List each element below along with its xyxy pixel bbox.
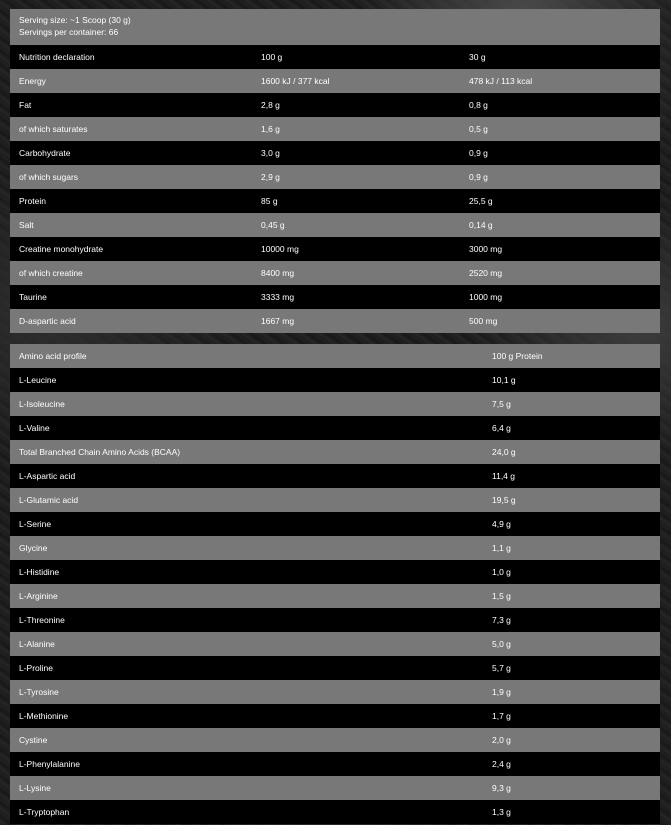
row-value: 2,4 g	[492, 759, 511, 769]
row-label: L-Phenylalanine	[19, 759, 80, 769]
amino-acid-table	[10, 344, 660, 824]
serving-info	[10, 9, 660, 45]
table-row	[10, 117, 660, 141]
row-label: L-Serine	[19, 519, 52, 529]
table-row	[10, 704, 660, 728]
row-value: 25,5 g	[469, 196, 493, 206]
table-row	[10, 512, 660, 536]
amino-header-value: 100 g Protein	[492, 351, 543, 361]
row-value: 1,3 g	[492, 807, 511, 817]
table-row	[10, 309, 660, 333]
row-value: 0,9 g	[469, 148, 488, 158]
row-value: 1,0 g	[492, 567, 511, 577]
row-value: 11,4 g	[492, 471, 516, 481]
table-row	[10, 536, 660, 560]
row-value: 1000 mg	[469, 292, 503, 302]
row-value: 1,9 g	[492, 687, 511, 697]
row-label: L-Histidine	[19, 567, 60, 577]
row-value: 2,8 g	[261, 100, 280, 110]
row-value: 5,7 g	[492, 663, 511, 673]
row-value: 0,14 g	[469, 220, 493, 230]
row-value: 1600 kJ / 377 kcal	[261, 76, 330, 86]
table-row	[10, 584, 660, 608]
row-label: L-Isoleucine	[19, 399, 65, 409]
row-label: L-Aspartic acid	[19, 471, 76, 481]
row-label: of which saturates	[19, 124, 88, 134]
table-row	[10, 776, 660, 800]
row-value: 1667 mg	[261, 316, 295, 326]
row-value: 0,9 g	[469, 172, 488, 182]
row-value: 0,5 g	[469, 124, 488, 134]
table-row	[10, 213, 660, 237]
row-label: Fat	[19, 100, 32, 110]
row-label: Glycine	[19, 543, 48, 553]
table-row	[10, 93, 660, 117]
table-row	[10, 392, 660, 416]
nutrition-header-serving: 30 g	[469, 52, 486, 62]
table-row	[10, 680, 660, 704]
row-value: 3,0 g	[261, 148, 280, 158]
amino-header-label: Amino acid profile	[19, 351, 87, 361]
row-value: 3333 mg	[261, 292, 295, 302]
table-row	[10, 728, 660, 752]
table-row	[10, 752, 660, 776]
nutrition-header-100g: 100 g	[261, 52, 283, 62]
row-value: 85 g	[261, 196, 278, 206]
table-row	[10, 560, 660, 584]
row-label: L-Arginine	[19, 591, 58, 601]
row-label: D-aspartic acid	[19, 316, 76, 326]
table-row	[10, 368, 660, 392]
row-label: Total Branched Chain Amino Acids (BCAA)	[19, 447, 181, 457]
row-label: L-Leucine	[19, 375, 57, 385]
row-value: 8400 mg	[261, 268, 295, 278]
table-row	[10, 608, 660, 632]
row-label: Protein	[19, 196, 46, 206]
row-value: 2,9 g	[261, 172, 280, 182]
table-row	[10, 261, 660, 285]
table-row	[10, 656, 660, 680]
amino-header-row	[10, 344, 660, 368]
row-value: 4,9 g	[492, 519, 511, 529]
table-row	[10, 464, 660, 488]
row-value: 3000 mg	[469, 244, 503, 254]
row-value: 7,3 g	[492, 615, 511, 625]
row-label: L-Tryptophan	[19, 807, 70, 817]
serving-size: Serving size: ~1 Scoop (30 g)	[19, 15, 131, 25]
row-value: 10,1 g	[492, 375, 516, 385]
table-row	[10, 800, 660, 824]
row-label: L-Alanine	[19, 639, 55, 649]
row-label: L-Valine	[19, 423, 50, 433]
row-value: 7,5 g	[492, 399, 511, 409]
table-row	[10, 416, 660, 440]
row-value: 1,5 g	[492, 591, 511, 601]
row-value: 500 mg	[469, 316, 498, 326]
row-label: L-Methionine	[19, 711, 69, 721]
table-row	[10, 189, 660, 213]
row-value: 0,8 g	[469, 100, 488, 110]
row-value: 6,4 g	[492, 423, 511, 433]
nutrition-header-row	[10, 45, 660, 69]
row-value: 1,7 g	[492, 711, 511, 721]
row-label: L-Proline	[19, 663, 54, 673]
row-value: 9,3 g	[492, 783, 511, 793]
row-label: Taurine	[19, 292, 47, 302]
table-row	[10, 488, 660, 512]
row-value: 2520 mg	[469, 268, 503, 278]
row-label: Creatine monohydrate	[19, 244, 104, 254]
row-value: 1,1 g	[492, 543, 511, 553]
table-row	[10, 69, 660, 93]
row-label: Carbohydrate	[19, 148, 71, 158]
row-value: 2,0 g	[492, 735, 511, 745]
row-value: 478 kJ / 113 kcal	[469, 76, 533, 86]
row-value: 24,0 g	[492, 447, 516, 457]
row-label: of which creatine	[19, 268, 83, 278]
table-row	[10, 285, 660, 309]
row-label: Energy	[19, 76, 46, 86]
row-label: of which sugars	[19, 172, 79, 182]
row-value: 0,45 g	[261, 220, 285, 230]
table-row	[10, 632, 660, 656]
nutrition-table	[10, 9, 660, 333]
row-value: 10000 mg	[261, 244, 299, 254]
row-label: L-Tyrosine	[19, 687, 59, 697]
row-label: L-Glutamic acid	[19, 495, 79, 505]
table-row	[10, 165, 660, 189]
servings-per-container: Servings per container: 66	[19, 27, 119, 37]
row-label: Salt	[19, 220, 34, 230]
row-value: 5,0 g	[492, 639, 511, 649]
row-label: Cystine	[19, 735, 48, 745]
nutrition-header-label: Nutrition declaration	[19, 52, 95, 62]
row-label: L-Threonine	[19, 615, 65, 625]
row-value: 19,5 g	[492, 495, 516, 505]
table-row	[10, 440, 660, 464]
row-label: L-Lysine	[19, 783, 51, 793]
table-row	[10, 141, 660, 165]
table-row	[10, 237, 660, 261]
row-value: 1,6 g	[261, 124, 280, 134]
